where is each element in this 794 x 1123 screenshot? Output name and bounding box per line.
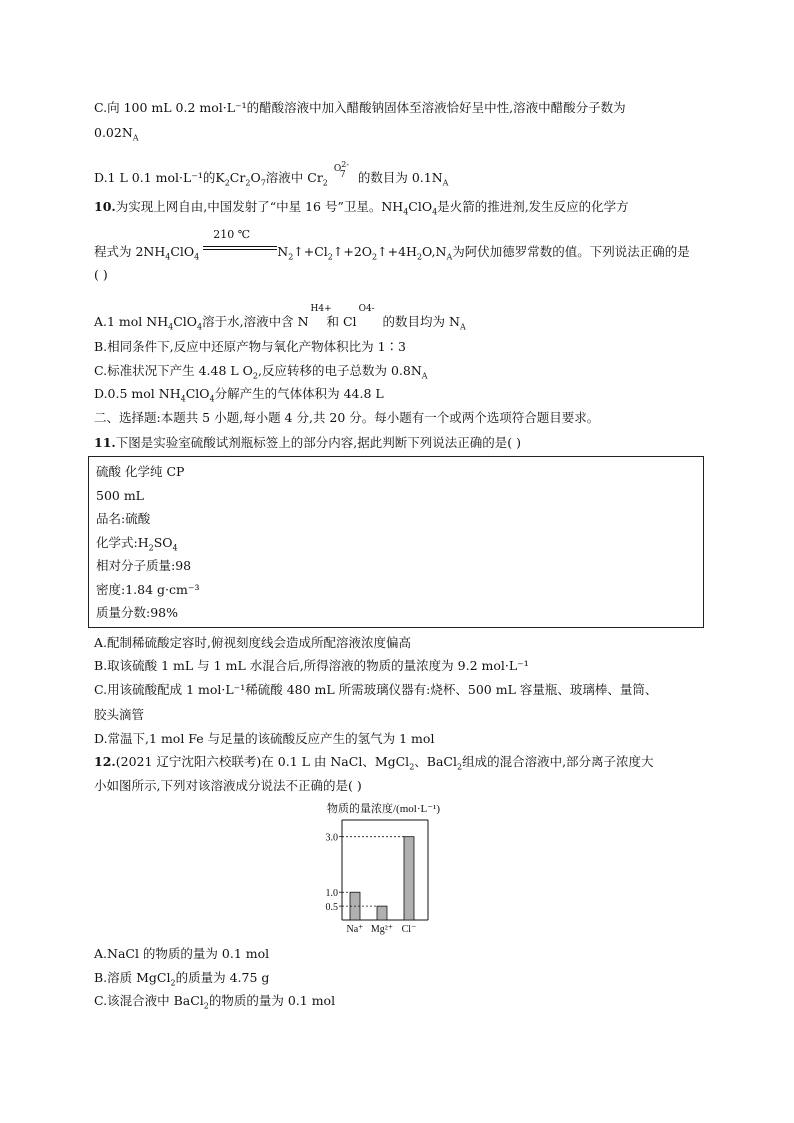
q9-option-c-line1: C.向 100 mL 0.2 mol·L⁻¹的醋酸溶液中加入醋酸钠固体至溶液恰好呈中性,溶液中醋酸分子数为 [94,100,626,115]
bar-2 [404,837,414,920]
q9-option-d: D.1 L 0.1 mol·L⁻¹的$K_2Cr_2O_7$溶液中 $Cr_2$ $O^{2-}$ 7 的数目为 $0.1N_A$ [94,160,449,188]
q10-answer-paren: ( ) [94,267,108,282]
q11-option-b: B.取该硫酸 1 mL 与 1 mL 水混合后,所得溶液的物质的量浓度为 9.2 mol·L⁻¹ [94,658,529,673]
y-tick-label-1: 1.0 [325,888,338,900]
x-tick-label-2: Cl⁻ [401,924,417,935]
q11-option-d: D.常温下,1 mol Fe 与足量的该硫酸反应产生的氢气为 1 mol [94,731,435,746]
section-two-heading: 二、选择题:本题共 5 小题,每小题 4 分,共 20 分。每小题有一个或两个选项符合题目要求。 [94,410,600,425]
q10-equation-line: 程式为 $2NH_4ClO_4$ 210 ℃ $N_2↑+Cl_2↑+2O_2↑+4H_2O,N_A$为阿伏加德罗常数的值。下列说法正确的是 [94,228,690,262]
q10-stem-line1: 10.为实现上网自由,中国发射了“中星 16 号”卫星。$NH_4ClO_4$是火箭的推进剂,发生反应的化学方 [94,199,629,217]
label-row-density: 密度:1.84 g·cm⁻³ [96,582,200,597]
q10-option-b: B.相同条件下,反应中还原产物与氧化产物体积比为 1∶3 [94,339,407,354]
label-row-formula: 化学式$:H_2SO_4$ [96,535,178,553]
x-tick-label-1: Mg²⁺ [370,924,394,935]
ion-concentration-chart [300,798,500,940]
q12-stem-line2: 小如图所示,下列对该溶液成分说法不正确的是( ) [94,778,362,793]
q10-option-c: C.标准状况下产生 4.48 L $O_2$,反应转移的电子总数为 $0.8N_A$ [94,363,428,381]
q11-option-c-line1: C.用该硫酸配成 1 mol·L⁻¹稀硫酸 480 mL 所需玻璃仪器有:烧杯、500 mL 容量瓶、玻璃棒、量筒、 [94,682,658,697]
label-row-title: 硫酸 化学纯 CP [96,464,185,479]
ammonium-ion-superscript: H4+ [310,304,332,314]
chart-title: 物质的量浓度/(mol·L⁻¹) [327,803,440,815]
label-row-mass-fraction: 质量分数:98% [96,605,178,620]
q9-option-c-line2: $0.02N_A$ [94,125,139,143]
reaction-condition-arrow: 210 ℃ [203,238,277,256]
q12-number: 12. [94,754,116,769]
y-tick-label-2: 0.5 [325,902,338,914]
q11-number: 11. [94,435,116,450]
q11-option-a: A.配制稀硫酸定容时,俯视刻度线会造成所配溶液浓度偏高 [94,635,411,650]
q10-option-a: A.1 mol $NH_4ClO_4$溶于水,溶液中含 N H4+ 和 Cl O4- 的数目均为 $N_A$ [94,304,466,332]
q11-stem: 11.下图是实验室硫酸试剂瓶标签上的部分内容,据此判断下列说法正确的是( ) [94,435,521,450]
bar-1 [377,906,387,920]
q12-option-c: C.该混合液中 BaCl$_2$的物质的量为 0.1 mol [94,993,336,1011]
label-row-name: 品名:硫酸 [96,511,151,526]
label-row-molar-mass: 相对分子质量:98 [96,558,192,573]
x-tick-label-0: Na⁺ [346,924,364,935]
q12-option-a: A.NaCl 的物质的量为 0.1 mol [94,946,270,961]
q12-stem-line1: 12.(2021 辽宁沈阳六校联考)在 0.1 L 由 NaCl、MgCl$_2$、BaCl$_2$组成的混合溶液中,部分离子浓度大 [94,754,654,772]
label-row-volume: 500 mL [96,488,144,503]
q10-option-d: D.0.5 mol $NH_4ClO_4$分解产生的气体体积为 44.8 L [94,386,384,404]
dichromate-ion-superscript: $O^{2-}$ 7 [333,160,350,180]
q11-option-c-line2: 胶头滴管 [94,707,145,722]
q12-option-b: B.溶质 MgCl$_2$的质量为 4.75 g [94,970,270,988]
q10-number: 10. [94,199,116,214]
perchlorate-ion-superscript: O4- [358,304,375,314]
reagent-label-box [88,456,704,628]
y-tick-label-0: 3.0 [325,832,338,844]
